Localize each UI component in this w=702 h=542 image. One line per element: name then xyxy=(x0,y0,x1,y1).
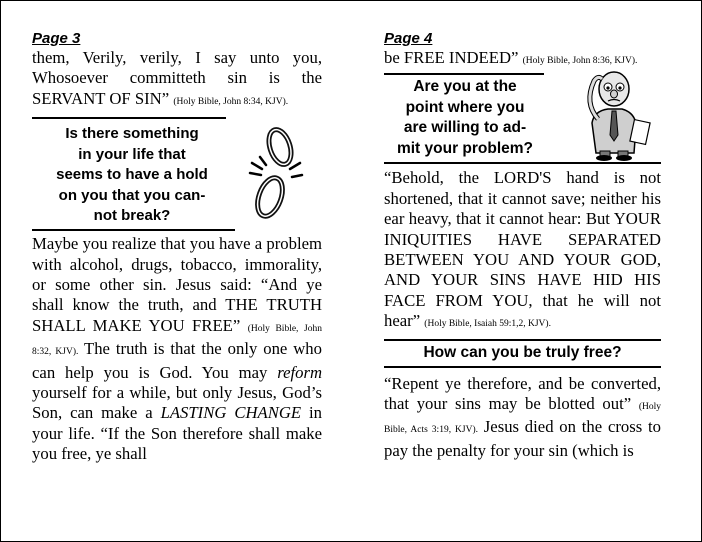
right-intro-cite: (Holy Bible, John 8:36, KJV). xyxy=(522,56,638,66)
section-heading: How can you be truly free? xyxy=(384,339,661,368)
confused-man-icon xyxy=(574,63,654,161)
left-callout-bottom-rule xyxy=(32,229,235,231)
left-body xyxy=(32,234,322,464)
right-quote-cite: (Holy Bible, Isaiah 59:1,2, KJV). xyxy=(424,319,551,330)
left-body-em-reform: reform xyxy=(277,362,323,382)
page-label-right: Page 4 xyxy=(384,30,433,47)
right-callout-bottom-rule xyxy=(384,162,661,164)
left-intro-cite: (Holy Bible, John 8:34, KJV). xyxy=(173,96,289,107)
left-body-part2: The truth is that the only one who can help you is God. You may xyxy=(32,339,322,382)
left-body-part4: in your life. “If the Son therefore shall make you free, ye shall xyxy=(32,403,323,464)
left-body-em-lasting-change: LASTING CHANGE xyxy=(160,403,302,423)
broken-chain-icon xyxy=(246,123,306,225)
right-intro-text: be FREE INDEED” xyxy=(384,48,519,67)
right-page xyxy=(384,30,661,461)
left-callout-line: not break? xyxy=(93,207,171,225)
left-callout xyxy=(32,124,232,227)
left-callout-line: on you that you can- xyxy=(58,186,206,204)
page-label-left: Page 3 xyxy=(32,30,81,47)
left-page xyxy=(32,30,322,465)
left-callout-area xyxy=(32,119,322,229)
right-callout-line: mit your problem? xyxy=(396,139,534,157)
right-callout-line: Are you at the xyxy=(413,78,517,96)
right-repent-text: “Repent ye therefore, and be converted, that your sins may be blotted out” xyxy=(384,373,661,414)
right-closing-text: Jesus died on the cross to pay the penalty for your sin (which is xyxy=(384,417,661,460)
left-callout-line: in your life that xyxy=(78,145,186,163)
right-callout xyxy=(384,77,546,159)
left-intro-text: them, Verily, verily, I say unto you, Whosoever committeth sin is the SERVANT OF SIN” xyxy=(32,48,322,108)
right-callout-line: point where you xyxy=(405,98,525,116)
right-callout-area xyxy=(384,71,661,164)
right-quote-text: “Behold, the LORD'S hand is not shortened, that it cannot save; neither his ear heavy, that it cannot hear: But YOUR INIQUITIES HAVE SEPARATED BETWEEN YOU AND YOUR GOD, AND YOUR SINS HAVE HID HIS FACE FROM YOU, that he will not hear” xyxy=(384,168,661,331)
right-repent-cite: (Holy Bible, Acts 3:19, KJV). xyxy=(384,402,661,436)
left-intro xyxy=(32,48,322,112)
right-quote xyxy=(384,168,661,334)
left-callout-line: Is there something xyxy=(65,125,199,143)
right-callout-line: are willing to ad- xyxy=(403,119,527,137)
left-body-cite: (Holy Bible, John 8:32, KJV). xyxy=(32,323,322,358)
left-callout-line: seems to have a hold xyxy=(56,166,208,184)
right-callout-top-rule xyxy=(384,73,544,75)
left-body-part3: yourself for a while, but only Jesus, God’s Son, can make a xyxy=(32,383,322,423)
left-body-part1: Maybe you realize that you have a problem with alcohol, drugs, tobacco, immorality, or some other sin. Jesus said: “And ye shall know the truth, and THE TRUTH SHALL MAKE YOU FREE” xyxy=(32,234,322,335)
right-repent xyxy=(384,374,661,462)
